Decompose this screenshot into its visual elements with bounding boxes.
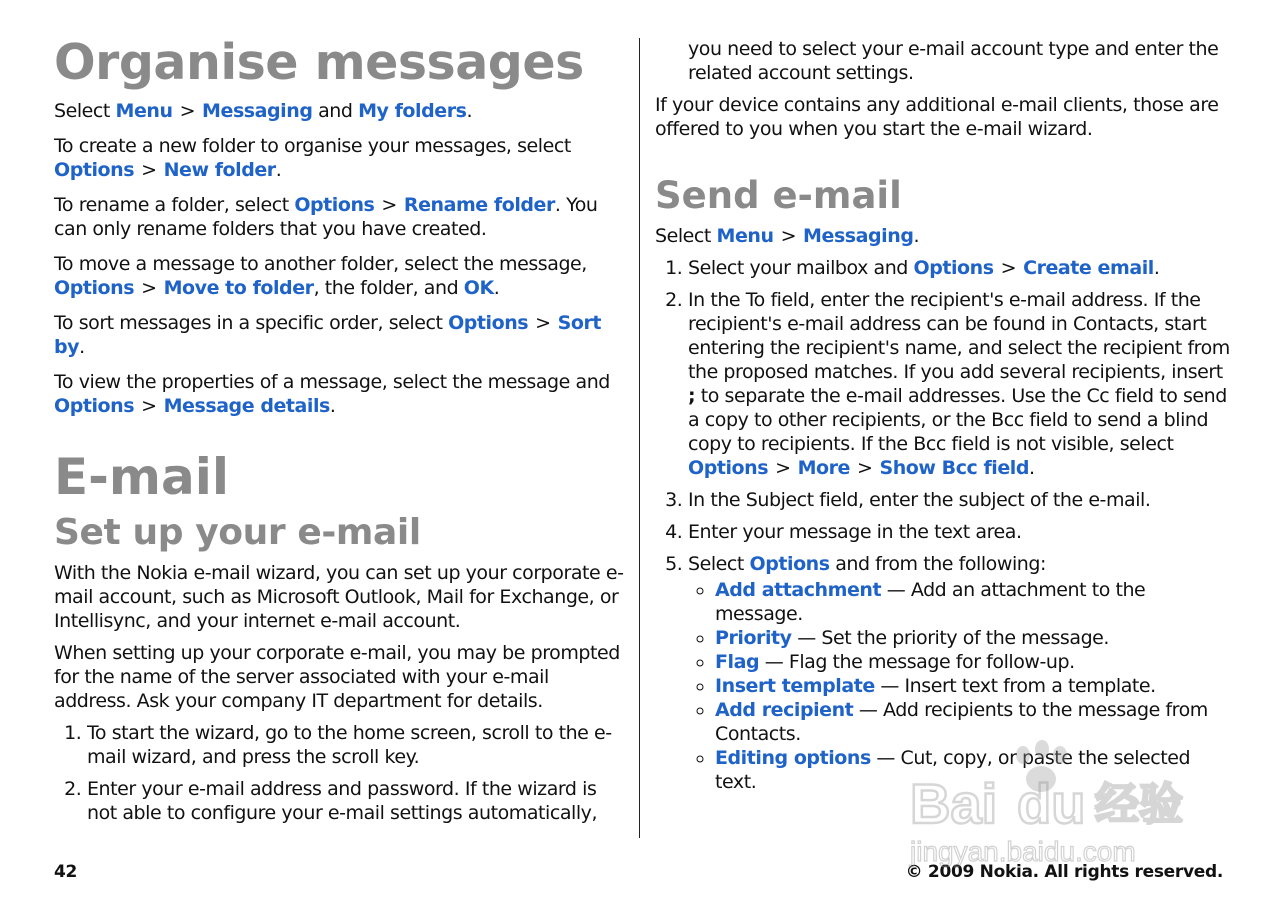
page-number: 42 <box>54 862 78 882</box>
watermark-url: jingyan.baidu.com <box>910 836 1136 867</box>
link-add-recipient[interactable]: Add recipient <box>715 699 854 721</box>
bullet-item: ◦ Add attachment — Add an attachment to the message. <box>715 578 1230 626</box>
link-add-attachment[interactable]: Add attachment <box>715 579 882 601</box>
bullet-item: ◦ Priority — Set the priority of the message. <box>715 626 1230 650</box>
setup-body <box>54 561 626 825</box>
link-more[interactable]: More <box>797 457 850 479</box>
paragraph-rename-folder: To rename a folder, select Options > Rename folder. You can only rename folders that you have created. <box>54 194 598 240</box>
link-options[interactable]: Options <box>54 395 135 417</box>
link-my-folders[interactable]: My folders <box>358 100 467 122</box>
list-item: 5. Select Options and from the following: ◦ Add attachment — Add an attachment to the message. ◦ Priority — Set the priority of the message. ◦ Flag — Flag the message for follow-up. ◦ Insert template — Insert text from a template. ◦ Add recipient — Add recipients to the message from Contacts. ◦ Editing options — Cut, copy, or paste the selected text. <box>688 552 1230 794</box>
section-title-organise: Organise messages <box>54 34 584 91</box>
link-messaging[interactable]: Messaging <box>803 225 914 247</box>
list-item: 3. In the Subject field, enter the subject of the e-mail. <box>688 488 1230 512</box>
send-body <box>655 224 1230 794</box>
watermark-brand-cn: 经验 <box>1095 780 1183 829</box>
paragraph-other-clients: If your device contains any additional e-mail clients, those are offered to you when you start the e-mail wizard. <box>655 94 1219 140</box>
list-item: 4. Enter your message in the text area. <box>688 520 1230 544</box>
link-options[interactable]: Options <box>54 277 135 299</box>
link-new-folder[interactable]: New folder <box>163 159 276 181</box>
link-move-to-folder[interactable]: Move to folder <box>163 277 314 299</box>
bullet-item: ◦ Insert template — Insert text from a template. <box>715 674 1230 698</box>
column-divider <box>639 38 640 838</box>
link-create-email[interactable]: Create email <box>1023 257 1154 279</box>
watermark-brand-a: Bai <box>910 772 998 835</box>
link-editing-options[interactable]: Editing options <box>715 747 871 769</box>
paragraph-message-details: To view the properties of a message, select the message and Options > Message details. <box>54 371 610 417</box>
link-ok[interactable]: OK <box>463 277 494 299</box>
paragraph-wizard-intro: With the Nokia e-mail wizard, you can set up your corporate e-mail account, such as Microsoft Outlook, Mail for Exchange, or Intellisync, and your internet e-mail account. <box>54 562 624 632</box>
paragraph-corporate-email: When setting up your corporate e-mail, you may be prompted for the name of the server associated with your e-mail address. Ask your company IT department for details. <box>54 642 620 712</box>
link-options[interactable]: Options <box>54 159 135 181</box>
link-options[interactable]: Options <box>294 194 375 216</box>
link-options[interactable]: Options <box>688 457 769 479</box>
list-item: 2. In the To field, enter the recipient's e-mail address. If the recipient's e-mail address can be found in Contacts, start entering the recipient's name, and select the recipient from the proposed matches. If you add several recipients, insert ; to separate the e-mail addresses. Use the Cc field to send a copy to other recipients, or the Bcc field to send a blind copy to recipients. If the Bcc field is not visible, select Options > More > Show Bcc field. <box>688 288 1230 480</box>
link-message-details[interactable]: Message details <box>163 395 330 417</box>
right-top-body <box>655 37 1230 141</box>
link-rename-folder[interactable]: Rename folder <box>403 194 555 216</box>
options-bullet-list <box>688 578 1230 794</box>
list-item: 1. Select your mailbox and Options > Create email. <box>688 256 1230 280</box>
section-title-send-email: Send e-mail <box>655 174 902 217</box>
send-steps-list <box>655 256 1230 794</box>
link-options[interactable]: Options <box>448 312 529 334</box>
bullet-item: ◦ Flag — Flag the message for follow-up. <box>715 650 1230 674</box>
link-priority[interactable]: Priority <box>715 627 792 649</box>
watermark-brand-b: du <box>1017 772 1086 835</box>
paragraph-continuation: you need to select your e-mail account type and enter the related account settings. <box>688 38 1219 84</box>
section-title-setup-email: Set up your e-mail <box>54 512 421 553</box>
copyright-notice: © 2009 Nokia. All rights reserved. <box>905 862 1223 882</box>
paragraph-send-intro: Select Menu > Messaging. <box>655 225 920 247</box>
link-options[interactable]: Options <box>913 257 994 279</box>
link-options[interactable]: Options <box>749 553 830 575</box>
section-title-email: E-mail <box>54 448 230 506</box>
link-messaging[interactable]: Messaging <box>202 100 313 122</box>
paragraph-move-message: To move a message to another folder, select the message, Options > Move to folder, the folder, and OK. <box>54 253 587 299</box>
bullet-item: ◦ Editing options — Cut, copy, or paste the selected text. <box>715 746 1230 794</box>
list-item: 2. Enter your e-mail address and password. If the wizard is not able to configure your e-mail settings automatically, <box>87 777 626 825</box>
paragraph-select-folders: Select Menu > Messaging and My folders. <box>54 100 473 122</box>
list-item: 1. To start the wizard, go to the home screen, scroll to the e-mail wizard, and press the scroll key. <box>87 721 626 769</box>
bullet-item: ◦ Add recipient — Add recipients to the message from Contacts. <box>715 698 1230 746</box>
link-menu[interactable]: Menu <box>115 100 173 122</box>
link-menu[interactable]: Menu <box>716 225 774 247</box>
setup-steps-list <box>54 721 626 825</box>
link-insert-template[interactable]: Insert template <box>715 675 875 697</box>
link-sort-by[interactable]: Sort by <box>54 312 602 358</box>
paragraph-sort-messages: To sort messages in a specific order, select Options > Sort by. <box>54 312 602 358</box>
organise-body <box>54 99 626 418</box>
paragraph-new-folder: To create a new folder to organise your messages, select Options > New folder. <box>54 135 571 181</box>
link-show-bcc-field[interactable]: Show Bcc field <box>879 457 1030 479</box>
link-flag[interactable]: Flag <box>715 651 760 673</box>
